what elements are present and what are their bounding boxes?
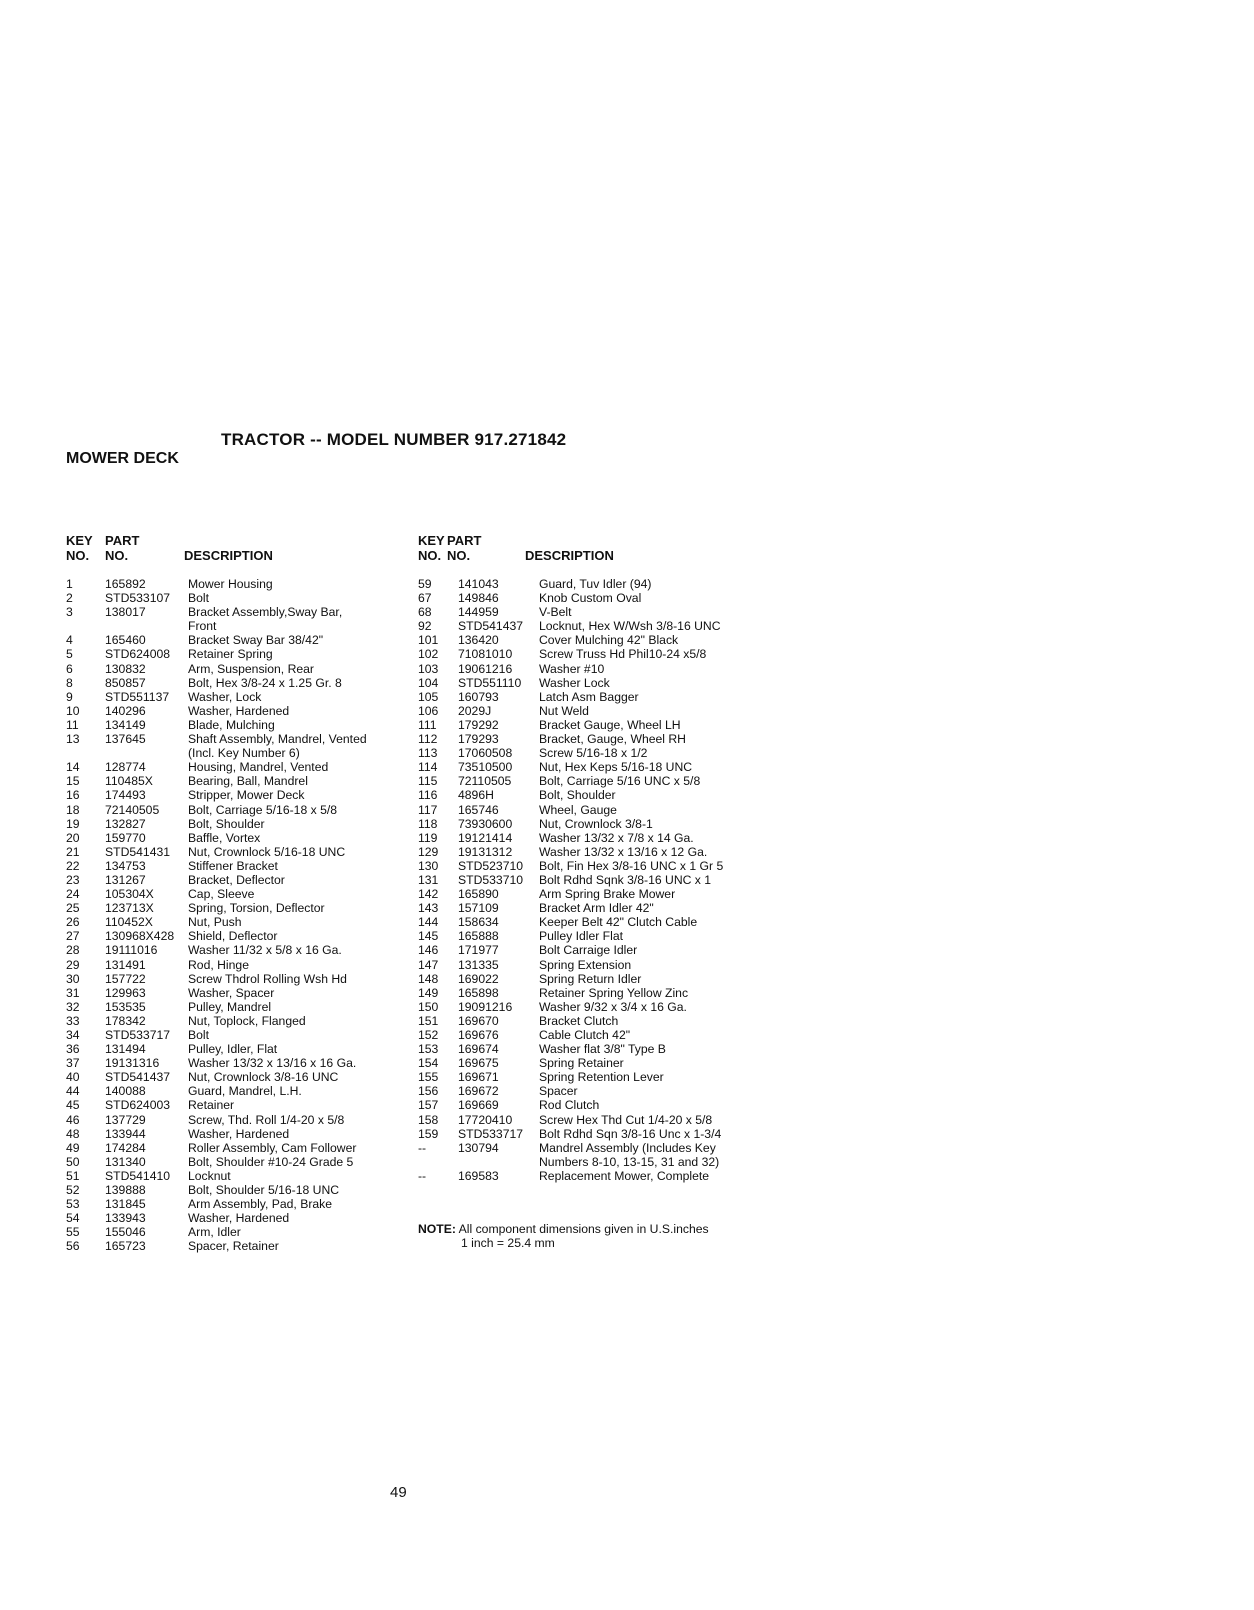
part-number: 17060508: [458, 746, 513, 761]
part-number: 179292: [458, 717, 499, 732]
part-description: Washer 9/32 x 3/4 x 16 Ga.: [539, 999, 687, 1014]
note-label: NOTE:: [418, 1222, 456, 1236]
part-number: STD541437: [458, 619, 524, 634]
part-description: Bolt: [188, 591, 210, 606]
key-number: 56: [66, 1239, 80, 1254]
part-description: Locknut, Hex W/Wsh 3/8-16 UNC: [539, 619, 721, 634]
part-number: 144959: [458, 605, 499, 620]
part-description: Screw Truss Hd Phil10-24 x5/8: [539, 647, 707, 662]
part-number: STD533107: [105, 591, 171, 606]
part-number: 133944: [105, 1126, 146, 1141]
part-description: Retainer Spring: [188, 647, 273, 662]
dimension-note: [418, 1222, 709, 1250]
part-description: Spring Return Idler: [539, 971, 642, 986]
part-description: Shield, Deflector: [188, 929, 278, 944]
key-number: 153: [418, 1042, 439, 1057]
part-number: 133943: [105, 1211, 146, 1226]
key-number: 68: [418, 605, 432, 620]
part-number: 141043: [458, 577, 499, 591]
part-number: 110485X: [105, 774, 153, 789]
part-description: Bracket Arm Idler 42": [539, 901, 654, 916]
part-description: Washer, Spacer: [188, 985, 275, 1000]
key-number: 152: [418, 1028, 439, 1042]
key-number: 52: [66, 1183, 80, 1198]
key-number: 115: [418, 774, 438, 789]
part-description: Retainer: [188, 1098, 235, 1113]
part-description: Bolt Rdhd Sqn 3/8-16 Unc x 1-3/4: [539, 1126, 722, 1141]
part-description: Mandrel Assembly (Includes Key: [539, 1140, 716, 1155]
part-number: 169022: [458, 971, 499, 986]
part-number: 165890: [458, 887, 499, 902]
key-number: 8: [66, 675, 73, 690]
key-number: 44: [66, 1084, 80, 1099]
part-description: Cover Mulching 42" Black: [539, 633, 679, 648]
key-number: 27: [66, 929, 80, 944]
part-number: 149846: [458, 591, 499, 606]
key-number: 158: [418, 1112, 439, 1127]
part-number: 165723: [105, 1239, 146, 1254]
key-number: 10: [66, 703, 80, 718]
part-description: Nut, Crownlock 3/8-1: [539, 816, 653, 831]
part-number: 136420: [458, 633, 499, 648]
key-number: 19: [66, 816, 80, 831]
part-description: Bracket Assembly,Sway Bar,: [188, 605, 343, 620]
part-number: 850857: [105, 675, 146, 690]
part-description: Wheel, Gauge: [539, 802, 617, 817]
part-number: 157722: [105, 971, 146, 986]
part-description: Rod Clutch: [539, 1098, 600, 1113]
key-number: 24: [66, 887, 80, 902]
part-description: Keeper Belt 42" Clutch Cable: [539, 915, 698, 930]
key-number: 49: [66, 1140, 80, 1155]
part-description: V-Belt: [539, 605, 572, 620]
header-part-line2: NO.: [105, 548, 129, 563]
part-number: 71081010: [458, 647, 513, 662]
part-description: Nut Weld: [539, 703, 589, 718]
part-number: 72140505: [105, 802, 160, 817]
key-number: 37: [66, 1056, 80, 1071]
key-number: 16: [66, 788, 80, 803]
part-number: 128774: [105, 760, 146, 775]
key-number: 101: [418, 633, 439, 648]
key-number: 148: [418, 971, 439, 986]
key-number: 6: [66, 661, 73, 676]
part-description: Nut, Crownlock 5/16-18 UNC: [188, 844, 346, 859]
key-number: 92: [418, 619, 432, 634]
part-number: 72110505: [458, 774, 512, 789]
key-number: 55: [66, 1225, 80, 1240]
key-number: 103: [418, 661, 439, 676]
key-number: 105: [418, 689, 439, 704]
part-description: Nut, Toplock, Flanged: [188, 1013, 306, 1028]
part-number: 165898: [458, 985, 499, 1000]
part-number: STD541410: [105, 1168, 171, 1183]
key-number: 146: [418, 943, 439, 958]
part-number: 132827: [105, 816, 146, 831]
part-description: Bolt, Hex 3/8-24 x 1.25 Gr. 8: [188, 675, 342, 690]
part-description: Washer flat 3/8" Type B: [539, 1042, 666, 1057]
key-number: 114: [418, 760, 438, 775]
part-description: Bolt, Shoulder: [188, 816, 265, 831]
key-number: --: [418, 1140, 427, 1155]
part-description: Nut, Hex Keps 5/16-18 UNC: [539, 760, 693, 775]
key-number: 102: [418, 647, 439, 662]
part-description: Spring Retainer: [539, 1056, 624, 1071]
key-number: 155: [418, 1070, 439, 1085]
key-number: 36: [66, 1042, 80, 1057]
part-description: Cable Clutch 42": [539, 1028, 631, 1042]
part-description: Shaft Assembly, Mandrel, Vented: [188, 732, 367, 747]
key-number: 54: [66, 1211, 80, 1226]
part-number: 140296: [105, 703, 146, 718]
key-number: 13: [66, 732, 80, 747]
key-number: 18: [66, 802, 80, 817]
part-description: Knob Custom Oval: [539, 591, 642, 606]
part-number: 19121414: [458, 830, 513, 845]
part-number: STD551137: [105, 689, 170, 704]
part-number: STD551110: [458, 675, 522, 690]
key-number: 144: [418, 915, 439, 930]
part-number: 4896H: [458, 788, 494, 803]
key-number: 22: [66, 858, 80, 873]
part-description: Stripper, Mower Deck: [188, 788, 305, 803]
part-number: 19091216: [458, 999, 513, 1014]
key-number: 159: [418, 1126, 439, 1141]
part-description: Spacer, Retainer: [188, 1239, 279, 1254]
part-number: 134149: [105, 717, 146, 732]
part-description: Washer, Hardened: [188, 1211, 290, 1226]
page-title: TRACTOR -- MODEL NUMBER 917.271842: [221, 430, 567, 449]
key-number: 143: [418, 901, 439, 916]
key-number: 129: [418, 844, 439, 859]
key-number: 53: [66, 1197, 80, 1212]
header-key-line1: KEY: [66, 533, 93, 548]
key-number: 2: [66, 591, 73, 606]
part-number: 174284: [105, 1140, 146, 1155]
key-number: 48: [66, 1126, 80, 1141]
header-part-line1: PART: [105, 533, 140, 548]
key-number: 156: [418, 1084, 439, 1099]
part-description: Washer, Lock: [188, 689, 262, 704]
part-description: Baffle, Vortex: [188, 830, 261, 845]
part-description: Washer 13/32 x 13/16 x 16 Ga.: [188, 1056, 357, 1071]
part-description: Bracket Sway Bar 38/42": [188, 633, 324, 648]
part-number: 159770: [105, 830, 146, 845]
part-number: 129963: [105, 985, 146, 1000]
part-number: 169675: [458, 1056, 499, 1071]
part-description: Front: [188, 619, 217, 634]
part-number: 137645: [105, 732, 146, 747]
part-number: 158634: [458, 915, 499, 930]
key-number: 131: [418, 872, 439, 887]
part-number: 131340: [105, 1154, 146, 1169]
key-number: 31: [66, 985, 80, 1000]
part-number: 19111016: [105, 943, 158, 958]
note-text: All component dimensions given in U.S.inches: [458, 1222, 709, 1236]
key-number: 111: [418, 717, 437, 732]
part-description: Retainer Spring Yellow Zinc: [539, 985, 689, 1000]
part-number: STD624008: [105, 647, 171, 662]
part-number: STD533710: [458, 872, 524, 887]
part-number: 130968X428: [105, 929, 175, 944]
key-number: 117: [418, 802, 438, 817]
part-description: Bracket, Deflector: [188, 872, 285, 887]
part-description: Bearing, Ball, Mandrel: [188, 774, 308, 789]
part-description: Screw, Thd. Roll 1/4-20 x 5/8: [188, 1112, 345, 1127]
part-number: STD533717: [105, 1028, 171, 1042]
key-number: 50: [66, 1154, 80, 1169]
part-description: Spring Retention Lever: [539, 1070, 664, 1085]
header-description: DESCRIPTION: [525, 548, 614, 563]
part-number: 131494: [105, 1042, 146, 1057]
header-part-line2: NO.: [447, 548, 471, 563]
key-number: 104: [418, 675, 439, 690]
key-number: 118: [418, 816, 438, 831]
part-description: Arm, Suspension, Rear: [188, 661, 314, 676]
part-number: 73510500: [458, 760, 513, 775]
part-number: 73930600: [458, 816, 513, 831]
key-number: 106: [418, 703, 439, 718]
key-number: 154: [418, 1056, 439, 1071]
key-number: 112: [418, 732, 438, 747]
key-number: 21: [66, 844, 80, 859]
key-number: --: [418, 1168, 427, 1183]
part-number: 169671: [458, 1070, 499, 1085]
part-number: 165460: [105, 633, 146, 648]
part-number: 131335: [458, 957, 499, 972]
key-number: 130: [418, 858, 439, 873]
section-title: MOWER DECK: [66, 450, 179, 467]
part-description: Guard, Tuv Idler (94): [539, 577, 652, 591]
key-number: 147: [418, 957, 439, 972]
key-number: 25: [66, 901, 80, 916]
part-number: 169670: [458, 1013, 499, 1028]
part-description: Nut, Crownlock 3/8-16 UNC: [188, 1070, 339, 1085]
key-number: 28: [66, 943, 80, 958]
part-number: STD624003: [105, 1098, 171, 1113]
key-number: 150: [418, 999, 439, 1014]
part-description: Bracket Gauge, Wheel LH: [539, 717, 681, 732]
part-description: Spring, Torsion, Deflector: [188, 901, 325, 916]
part-description: Locknut: [188, 1168, 231, 1183]
part-description: Stiffener Bracket: [188, 858, 278, 873]
part-description: Screw Thdrol Rolling Wsh Hd: [188, 971, 347, 986]
key-number: 26: [66, 915, 80, 930]
part-description: Pulley, Idler, Flat: [188, 1042, 278, 1057]
key-number: 113: [418, 746, 438, 761]
key-number: 4: [66, 633, 73, 648]
part-number: 169672: [458, 1084, 499, 1099]
key-number: 157: [418, 1098, 439, 1113]
key-number: 33: [66, 1013, 80, 1028]
part-description: Washer 13/32 x 13/16 x 12 Ga.: [539, 844, 708, 859]
part-description: Washer, Hardened: [188, 703, 290, 718]
part-description: Arm Spring Brake Mower: [539, 887, 676, 902]
part-number: 160793: [458, 689, 499, 704]
part-description: Bolt, Fin Hex 3/8-16 UNC x 1 Gr 5: [539, 858, 724, 873]
part-description: Latch Asm Bagger: [539, 689, 639, 704]
part-number: 131267: [105, 872, 146, 887]
part-description: Spacer: [539, 1084, 578, 1099]
part-number: 174493: [105, 788, 146, 803]
key-number: 30: [66, 971, 80, 986]
part-description: (Incl. Key Number 6): [188, 746, 300, 761]
part-description: Mower Housing: [188, 577, 273, 591]
key-number: 9: [66, 689, 73, 704]
part-description: Roller Assembly, Cam Follower: [188, 1140, 357, 1155]
part-description: Replacement Mower, Complete: [539, 1168, 710, 1183]
key-number: 3: [66, 605, 73, 620]
part-number: 19131316: [105, 1056, 160, 1071]
part-number: 169583: [458, 1168, 499, 1183]
header-key-line2: NO.: [66, 548, 90, 563]
part-description: Blade, Mulching: [188, 717, 275, 732]
part-number: 178342: [105, 1013, 146, 1028]
key-number: 119: [418, 830, 438, 845]
header-key-line2: NO.: [418, 548, 442, 563]
part-number: 155046: [105, 1225, 146, 1240]
part-number: 123713X: [105, 901, 154, 916]
part-number: 138017: [105, 605, 146, 620]
part-description: Screw Hex Thd Cut 1/4-20 x 5/8: [539, 1112, 713, 1127]
part-description: Screw 5/16-18 x 1/2: [539, 746, 648, 761]
part-description: Cap, Sleeve: [188, 887, 255, 902]
key-number: 149: [418, 985, 439, 1000]
part-number: 169676: [458, 1028, 499, 1042]
key-number: 1: [66, 577, 73, 591]
key-number: 5: [66, 647, 73, 662]
part-description: Washer 11/32 x 5/8 x 16 Ga.: [188, 943, 342, 958]
part-description: Washer 13/32 x 7/8 x 14 Ga.: [539, 830, 694, 845]
part-description: Arm Assembly, Pad, Brake: [188, 1197, 333, 1212]
part-description: Rod, Hinge: [188, 957, 249, 972]
part-number: STD533717: [458, 1126, 524, 1141]
part-number: 105304X: [105, 887, 154, 902]
key-number: 32: [66, 999, 80, 1014]
part-description: Bolt: [188, 1028, 210, 1042]
part-description: Arm, Idler: [188, 1225, 241, 1240]
part-description: Bolt Carraige Idler: [539, 943, 638, 958]
part-number: 165892: [105, 577, 146, 591]
key-number: 20: [66, 830, 80, 845]
part-description: Bolt, Shoulder: [539, 788, 616, 803]
part-description: Pulley, Mandrel: [188, 999, 272, 1014]
part-number: 171977: [458, 943, 499, 958]
key-number: 67: [418, 591, 432, 606]
part-number: 131845: [105, 1197, 146, 1212]
part-description: Guard, Mandrel, L.H.: [188, 1084, 302, 1099]
part-number: 165888: [458, 929, 499, 944]
page-number: 49: [390, 1484, 407, 1501]
key-number: 46: [66, 1112, 80, 1127]
part-number: 137729: [105, 1112, 146, 1127]
part-description: Bolt, Shoulder 5/16-18 UNC: [188, 1183, 340, 1198]
key-number: 142: [418, 887, 439, 902]
part-number: 110452X: [105, 915, 153, 930]
key-number: 14: [66, 760, 80, 775]
header-part-line1: PART: [447, 533, 482, 548]
part-description: Washer, Hardened: [188, 1126, 290, 1141]
part-description: Bolt, Shoulder #10-24 Grade 5: [188, 1154, 354, 1169]
part-number: 169669: [458, 1098, 499, 1113]
part-number: 179293: [458, 732, 499, 747]
part-number: STD541437: [105, 1070, 171, 1085]
key-number: 11: [66, 717, 79, 732]
key-number: 59: [418, 577, 432, 591]
part-description: Washer Lock: [539, 675, 610, 690]
part-number: 130794: [458, 1140, 499, 1155]
part-number: 131491: [105, 957, 146, 972]
part-description: Bracket Clutch: [539, 1013, 619, 1028]
part-number: 134753: [105, 858, 146, 873]
part-description: Numbers 8-10, 13-15, 31 and 32): [539, 1154, 720, 1169]
part-number: 130832: [105, 661, 146, 676]
part-number: 157109: [458, 901, 499, 916]
part-description: Housing, Mandrel, Vented: [188, 760, 329, 775]
part-number: STD523710: [458, 858, 524, 873]
part-description: Nut, Push: [188, 915, 242, 930]
key-number: 145: [418, 929, 439, 944]
part-description: Bolt, Carriage 5/16-18 x 5/8: [188, 802, 338, 817]
part-number: STD541431: [105, 844, 171, 859]
key-number: 45: [66, 1098, 80, 1113]
key-number: 29: [66, 957, 80, 972]
key-number: 151: [418, 1013, 439, 1028]
part-number: 17720410: [458, 1112, 513, 1127]
key-number: 51: [66, 1168, 80, 1183]
part-description: Bolt Rdhd Sqnk 3/8-16 UNC x 1: [539, 872, 712, 887]
part-number: 165746: [458, 802, 499, 817]
part-number: 19061216: [458, 661, 513, 676]
part-description: Pulley Idler Flat: [539, 929, 623, 944]
part-number: 139888: [105, 1183, 146, 1198]
part-description: Bolt, Carriage 5/16 UNC x 5/8: [539, 774, 701, 789]
note-conversion: 1 inch = 25.4 mm: [461, 1236, 555, 1250]
part-number: 2029J: [458, 703, 492, 718]
part-description: Spring Extension: [539, 957, 632, 972]
key-number: 116: [418, 788, 438, 803]
part-number: 140088: [105, 1084, 146, 1099]
header-description: DESCRIPTION: [184, 548, 273, 563]
part-description: Bracket, Gauge, Wheel RH: [539, 732, 686, 747]
key-number: 23: [66, 872, 80, 887]
key-number: 34: [66, 1028, 80, 1042]
key-number: 40: [66, 1070, 80, 1085]
part-number: 153535: [105, 999, 146, 1014]
key-number: 15: [66, 774, 80, 789]
header-key-line1: KEY: [418, 533, 445, 548]
part-number: 19131312: [458, 844, 513, 859]
part-number: 169674: [458, 1042, 499, 1057]
part-description: Washer #10: [539, 661, 605, 676]
